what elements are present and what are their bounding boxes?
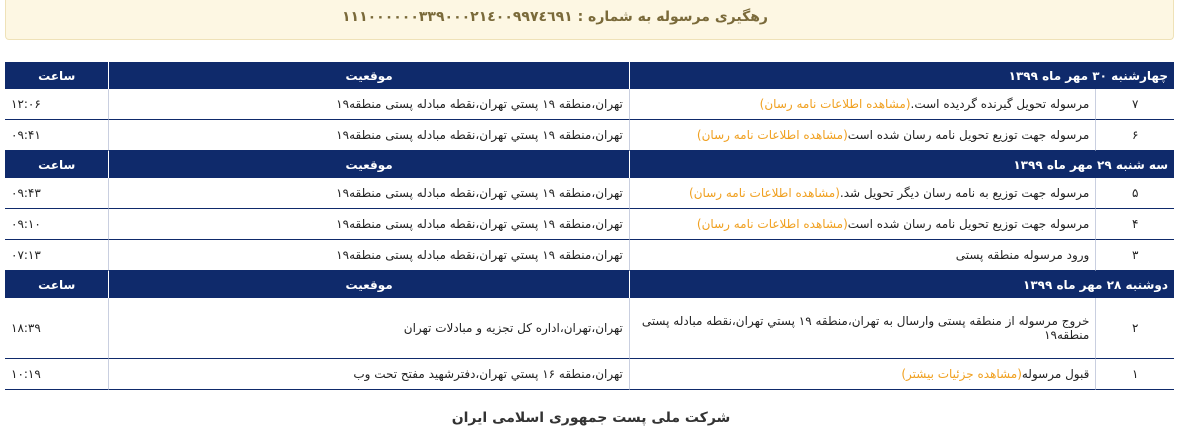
event-location: تهران،منطقه ۱۶ پستي تهران،دفترشهید مفتح تحت وب — [108, 359, 628, 390]
event-time: ۰۹:۱۰ — [5, 209, 108, 240]
time-header: ساعت — [5, 62, 108, 89]
tracking-table — [5, 62, 1174, 390]
details-link[interactable]: (مشاهده اطلاعات نامه رسان) — [759, 97, 911, 111]
event-time: ۱۲:۰۶ — [5, 89, 108, 120]
location-header: موقعیت — [108, 151, 628, 178]
event-location: تهران،منطقه ۱۹ پستي تهران،نقطه مبادله پستی منطقه۱۹ — [108, 120, 628, 151]
table-row — [5, 209, 1174, 240]
details-link[interactable]: (مشاهده اطلاعات نامه رسان) — [689, 186, 840, 200]
footer-text: شرکت ملی پست جمهوری اسلامی ایران — [451, 410, 731, 426]
event-location: تهران،منطقه ۱۹ پستي تهران،نقطه مبادله پستی منطقه۱۹ — [108, 89, 628, 120]
event-text: ورود مرسوله منطقه پستی — [955, 248, 1090, 262]
table-row — [5, 298, 1174, 359]
event-text: مرسوله جهت توزیع به نامه رسان دیگر تحویل شد. — [839, 186, 1090, 200]
location-header: موقعیت — [108, 62, 628, 89]
event-text: مرسوله جهت توزیع تحویل نامه رسان شده است — [847, 217, 1090, 231]
event-time: ۰۹:۴۳ — [5, 178, 108, 209]
event-index: ۳ — [1095, 240, 1174, 271]
time-header: ساعت — [5, 271, 108, 298]
event-time: ۱۰:۱۹ — [5, 359, 108, 390]
event-description — [629, 359, 1096, 390]
event-index: ۲ — [1095, 298, 1174, 359]
event-location: تهران،منطقه ۱۹ پستي تهران،نقطه مبادله پستی منطقه۱۹ — [108, 209, 628, 240]
day-label: سه شنبه ۲۹ مهر ماه ۱۳۹۹ — [629, 151, 1174, 178]
details-link[interactable]: (مشاهده اطلاعات نامه رسان) — [696, 128, 848, 142]
day-label: دوشنبه ۲۸ مهر ماه ۱۳۹۹ — [629, 271, 1174, 298]
day-header-row — [5, 151, 1174, 178]
event-time: ۱۸:۳۹ — [5, 298, 108, 359]
event-description — [629, 178, 1096, 209]
day-label: چهارشنبه ۳۰ مهر ماه ۱۳۹۹ — [629, 62, 1174, 89]
event-description — [629, 298, 1096, 359]
event-index: ۱ — [1095, 359, 1174, 390]
table-row — [5, 89, 1174, 120]
event-description — [629, 120, 1096, 151]
event-index: ۵ — [1095, 178, 1174, 209]
event-location: تهران،تهران،اداره کل تجزیه و مبادلات تهران — [108, 298, 628, 359]
event-index: ۴ — [1095, 209, 1174, 240]
location-header: موقعیت — [108, 271, 628, 298]
details-link[interactable]: (مشاهده اطلاعات نامه رسان) — [696, 217, 848, 231]
event-description — [629, 240, 1096, 271]
event-text: مرسوله جهت توزیع تحویل نامه رسان شده است — [847, 128, 1090, 142]
event-description — [629, 209, 1096, 240]
details-link[interactable]: (مشاهده جزئیات بیشتر) — [901, 367, 1022, 381]
table-row — [5, 240, 1174, 271]
time-header: ساعت — [5, 151, 108, 178]
table-row — [5, 120, 1174, 151]
day-header-row — [5, 271, 1174, 298]
table-row — [5, 359, 1174, 390]
page-title: رهگیری مرسوله به شماره : ١١١٠٠٠٠٠٠٣٣٩٠٠٠٢١٤٠٠٩٩٧٤٦٩١ — [341, 9, 768, 25]
event-location: تهران،منطقه ۱۹ پستي تهران،نقطه مبادله پستی منطقه۱۹ — [108, 240, 628, 271]
event-index: ۶ — [1095, 120, 1174, 151]
table-row — [5, 178, 1174, 209]
event-time: ۰۹:۴۱ — [5, 120, 108, 151]
event-text: خروج مرسوله از منطقه پستی وارسال به تهران،منطقه ۱۹ پستي تهران،نقطه مبادله پستی منطقه۱۹ — [641, 314, 1090, 342]
tracking-banner — [5, 0, 1174, 40]
event-text: مرسوله تحویل گیرنده گردیده است. — [910, 97, 1090, 111]
event-time: ۰۷:۱۳ — [5, 240, 108, 271]
day-header-row — [5, 62, 1174, 89]
event-index: ۷ — [1095, 89, 1174, 120]
event-description — [629, 89, 1096, 120]
event-location: تهران،منطقه ۱۹ پستي تهران،نقطه مبادله پستی منطقه۱۹ — [108, 178, 628, 209]
event-text: قبول مرسوله — [1021, 367, 1090, 381]
